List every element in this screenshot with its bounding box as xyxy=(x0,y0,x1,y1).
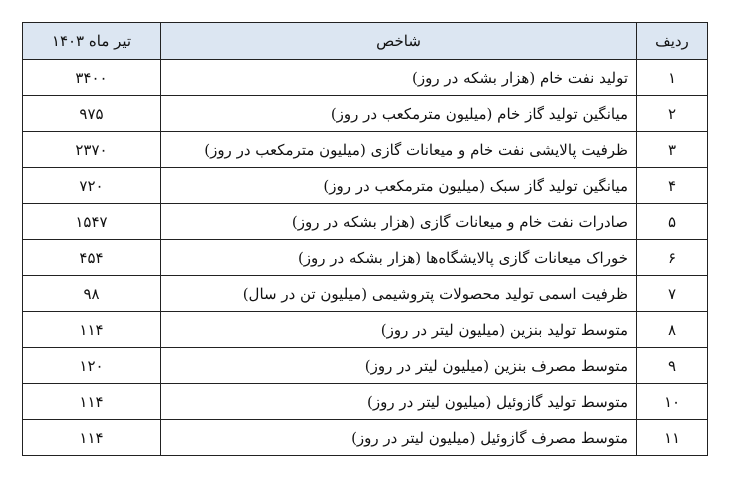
header-row-number: ردیف xyxy=(637,23,708,60)
indicator-cell: میانگین تولید گاز خام (میلیون مترمکعب در روز) xyxy=(161,96,637,132)
indicator-cell: تولید نفت خام (هزار بشکه در روز) xyxy=(161,60,637,96)
header-value: تیر ماه ۱۴۰۳ xyxy=(23,23,161,60)
header-row xyxy=(23,23,708,60)
row-number-cell: ۷ xyxy=(637,276,708,312)
value-cell: ۷۲۰ xyxy=(23,168,161,204)
header-indicator: شاخص xyxy=(161,23,637,60)
row-number-cell: ۶ xyxy=(637,240,708,276)
table-row xyxy=(23,60,708,96)
table-row xyxy=(23,204,708,240)
row-number-cell: ۱۰ xyxy=(637,384,708,420)
table-row xyxy=(23,168,708,204)
indicator-cell: میانگین تولید گاز سبک (میلیون مترمکعب در روز) xyxy=(161,168,637,204)
row-number-cell: ۸ xyxy=(637,312,708,348)
table-row xyxy=(23,240,708,276)
indicator-cell: متوسط تولید گازوئیل (میلیون لیتر در روز) xyxy=(161,384,637,420)
value-cell: ۹۸ xyxy=(23,276,161,312)
value-cell: ۱۱۴ xyxy=(23,312,161,348)
indicator-cell: خوراک میعانات گازی پالایشگاه‌ها (هزار بشکه در روز) xyxy=(161,240,637,276)
table-row xyxy=(23,96,708,132)
indicator-cell: متوسط مصرف گازوئیل (میلیون لیتر در روز) xyxy=(161,420,637,456)
row-number-cell: ۵ xyxy=(637,204,708,240)
value-cell: ۱۲۰ xyxy=(23,348,161,384)
indicators-table xyxy=(22,22,708,456)
value-cell: ۳۴۰۰ xyxy=(23,60,161,96)
table-row xyxy=(23,276,708,312)
value-cell: ۲۳۷۰ xyxy=(23,132,161,168)
value-cell: ۱۱۴ xyxy=(23,420,161,456)
table-row xyxy=(23,348,708,384)
table-row xyxy=(23,384,708,420)
row-number-cell: ۲ xyxy=(637,96,708,132)
table-row xyxy=(23,420,708,456)
row-number-cell: ۴ xyxy=(637,168,708,204)
indicator-cell: ظرفیت پالایشی نفت خام و میعانات گازی (میلیون مترمکعب در روز) xyxy=(161,132,637,168)
value-cell: ۱۵۴۷ xyxy=(23,204,161,240)
indicator-cell: متوسط تولید بنزین (میلیون لیتر در روز) xyxy=(161,312,637,348)
row-number-cell: ۱۱ xyxy=(637,420,708,456)
indicator-cell: متوسط مصرف بنزین (میلیون لیتر در روز) xyxy=(161,348,637,384)
indicator-cell: ظرفیت اسمی تولید محصولات پتروشیمی (میلیون تن در سال) xyxy=(161,276,637,312)
table-row xyxy=(23,312,708,348)
row-number-cell: ۳ xyxy=(637,132,708,168)
row-number-cell: ۱ xyxy=(637,60,708,96)
indicator-cell: صادرات نفت خام و میعانات گازی (هزار بشکه در روز) xyxy=(161,204,637,240)
value-cell: ۱۱۴ xyxy=(23,384,161,420)
row-number-cell: ۹ xyxy=(637,348,708,384)
table-row xyxy=(23,132,708,168)
value-cell: ۴۵۴ xyxy=(23,240,161,276)
value-cell: ۹۷۵ xyxy=(23,96,161,132)
